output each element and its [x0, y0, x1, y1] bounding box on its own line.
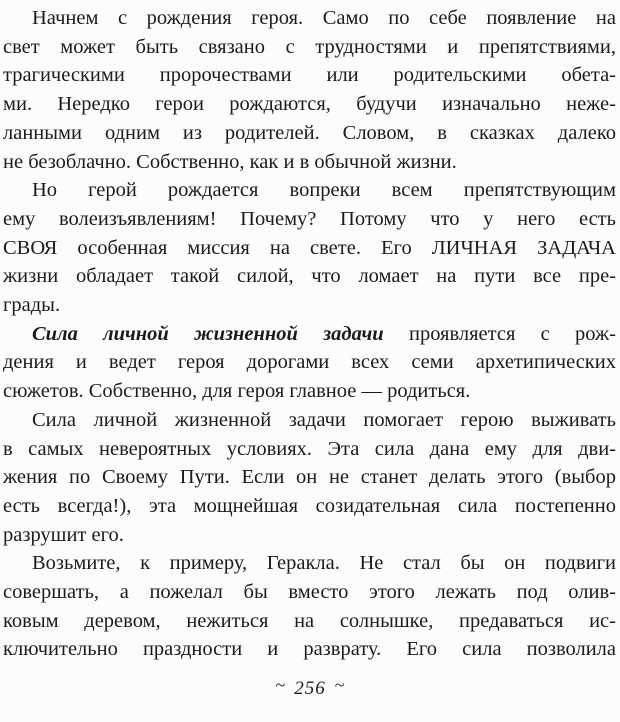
text-segment: грады.	[3, 294, 61, 317]
text-segment: в самых невероятных условиях. Эта сила дана ему для дви-	[3, 437, 616, 460]
text-line	[3, 205, 616, 234]
text-line	[3, 521, 616, 550]
text-segment: жения по Своему Пути. Если он не станет делать этого (выбор	[3, 466, 616, 489]
text-segment: ему волеизъявлениям! Почему? Потому что у него есть	[3, 207, 616, 230]
text-segment: разрушит его.	[3, 523, 124, 546]
text-line	[3, 148, 616, 177]
text-segment: Возьмите, к примеру, Геракла. Не стал бы он подвиги	[32, 552, 616, 575]
text-line	[3, 406, 616, 435]
text-segment: ланными одним из родителей. Словом, в сказках далеко	[3, 121, 616, 144]
text-segment: трагическими пророчествами или родительскими обета-	[3, 64, 616, 87]
text-line	[3, 90, 616, 119]
emphasized-phrase: Сила личной жизненной задачи	[32, 322, 384, 345]
text-line	[3, 291, 616, 320]
text-line	[3, 607, 616, 636]
text-line	[3, 61, 616, 90]
text-line	[3, 578, 616, 607]
text-line	[3, 492, 616, 521]
text-segment: ковым деревом, нежиться на солнышке, предаваться ис-	[3, 609, 616, 632]
text-segment: совершать, а пожелал бы вместо этого лежать под олив-	[3, 581, 616, 604]
text-line	[3, 176, 616, 205]
text-segment: Сила личной жизненной задачи помогает герою выживать	[32, 408, 616, 431]
text-segment: дения и ведет героя дорогами всех семи архетипических	[3, 351, 616, 374]
text-line	[3, 377, 616, 406]
text-segment: свет может быть связано с трудностями и препятствиями,	[3, 35, 616, 58]
text-line	[3, 234, 616, 263]
text-segment: ми. Нередко герои рождаются, будучи изначально неже-	[3, 93, 616, 116]
text-line	[3, 348, 616, 377]
text-segment: Начнем с рождения героя. Само по себе появление на	[32, 7, 616, 29]
text-segment: жизни обладает такой силой, что ломает на пути все пре-	[3, 265, 616, 288]
text-segment: ключительно праздности и разврату. Его сила позволила	[3, 638, 616, 661]
text-segment: Но герой рождается вопреки всем препятствующим	[32, 179, 616, 202]
footer-tilde-right: ~	[334, 675, 345, 695]
footer-tilde-left: ~	[275, 675, 286, 695]
text-line	[3, 549, 616, 578]
text-line	[3, 435, 616, 464]
text-line	[3, 4, 616, 33]
text-line	[3, 33, 616, 62]
text-segment: сюжетов. Собственно, для героя главное — родиться.	[3, 380, 471, 403]
text-line	[3, 320, 616, 349]
text-line	[3, 463, 616, 492]
text-segment: не безоблачно. Собственно, как и в обычной жизни.	[3, 150, 457, 173]
text-line	[3, 262, 616, 291]
text-segment: проявляется с рож-	[383, 322, 616, 345]
text-segment: есть всегда!), эта мощнейшая созидательная сила постепенно	[3, 494, 616, 517]
text-segment: СВОЯ особенная миссия на свете. Его ЛИЧНАЯ ЗАДАЧА	[3, 236, 616, 259]
page-number: 256	[294, 678, 326, 699]
text-block	[3, 4, 616, 664]
text-line	[3, 119, 616, 148]
page-footer	[0, 675, 620, 700]
text-line	[3, 635, 616, 664]
